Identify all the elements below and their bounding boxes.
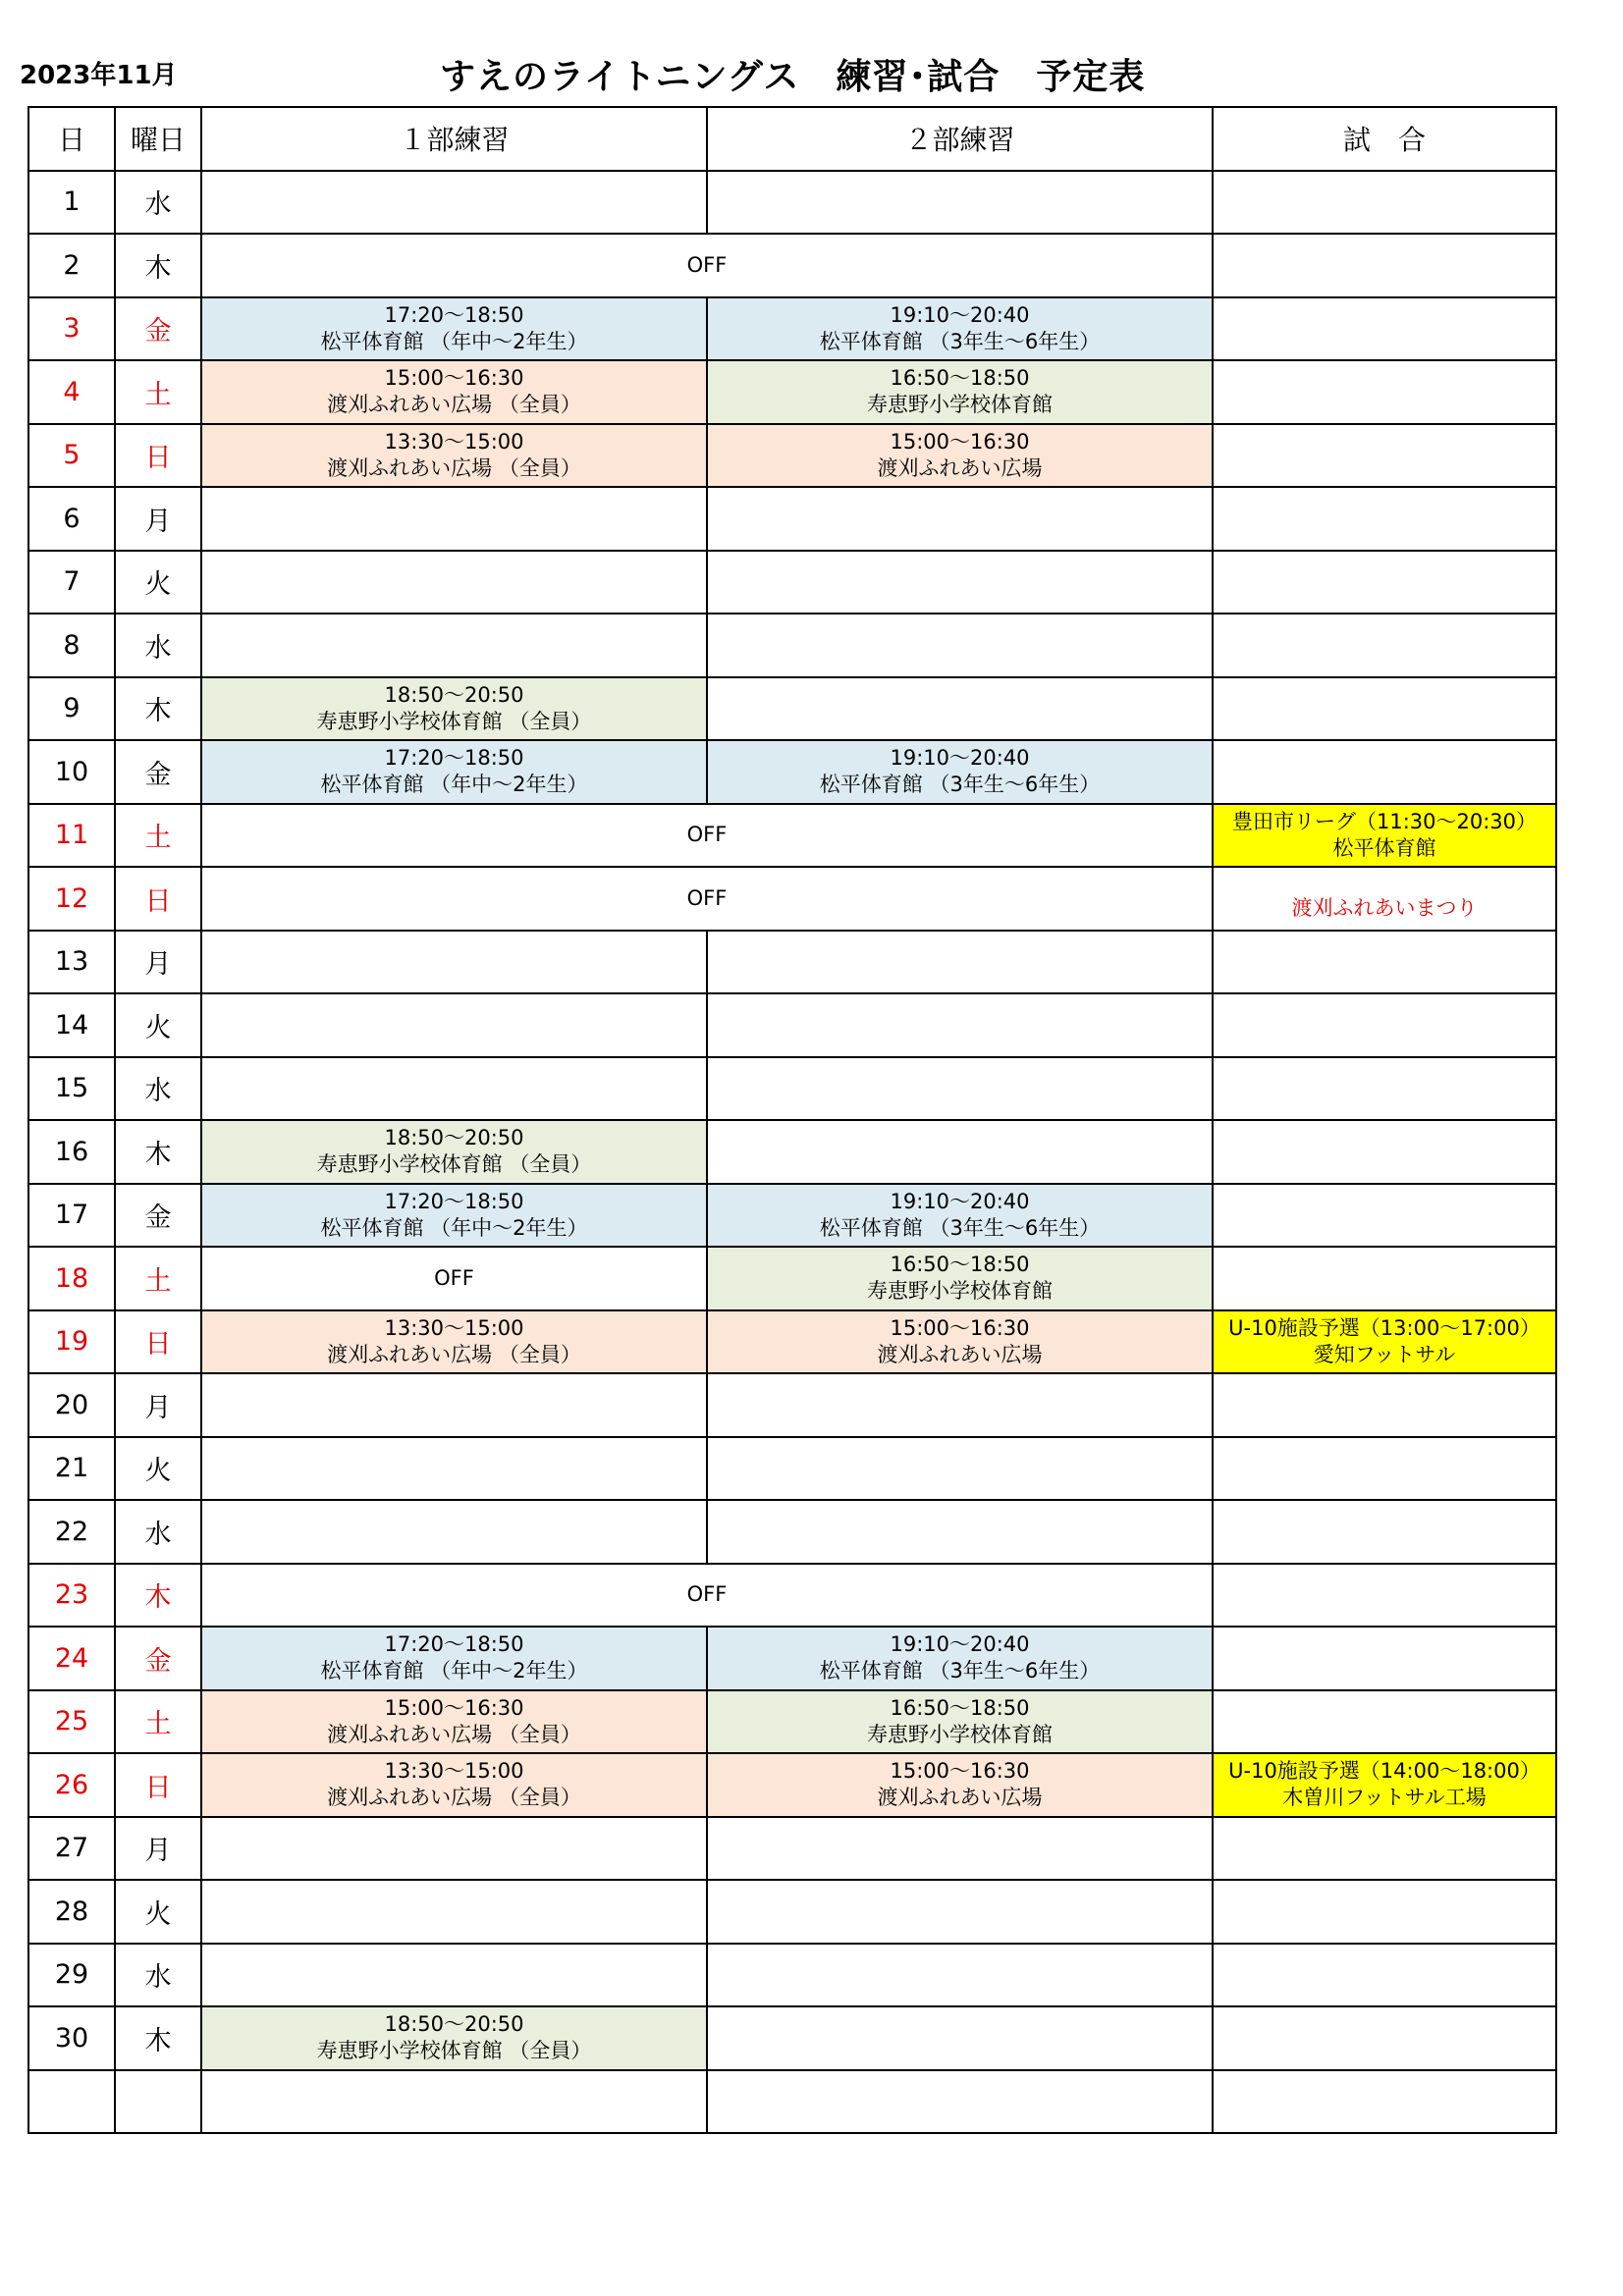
day-number: 28 <box>28 1880 115 1944</box>
game-cell <box>1213 614 1556 677</box>
practice-1-cell <box>201 1627 707 1690</box>
practice-venue: 松平体育館 （年中～2年生） <box>320 773 588 797</box>
game-cell <box>1213 234 1556 297</box>
game-cell <box>1213 1944 1556 2007</box>
practice-2-cell <box>707 1944 1213 2007</box>
table-header-row <box>28 107 1556 171</box>
day-number: 5 <box>28 424 115 488</box>
table-row <box>28 360 1556 424</box>
table-row <box>28 1627 1556 1690</box>
practice-venue: 松平体育館 （年中～2年生） <box>320 1215 588 1240</box>
practice-time: 18:50～20:50 <box>384 2012 524 2037</box>
practice-1-cell <box>201 614 707 677</box>
game-cell <box>1213 424 1556 488</box>
practice-1-cell <box>201 1247 707 1310</box>
table-row <box>28 487 1556 551</box>
weekday: 火 <box>115 1880 201 1944</box>
game-cell <box>1213 1247 1556 1310</box>
table-row <box>28 740 1556 804</box>
practice-time: 17:20～18:50 <box>384 302 524 327</box>
practice-1-cell <box>201 1500 707 1564</box>
day-number: 20 <box>28 1373 115 1437</box>
practice-1-cell <box>201 360 707 424</box>
day-number: 17 <box>28 1184 115 1248</box>
game-cell <box>1213 993 1556 1057</box>
practice-venue: 松平体育館 （3年生～6年生） <box>819 773 1101 797</box>
weekday: 火 <box>115 551 201 614</box>
practice-1-cell <box>201 424 707 488</box>
practice-venue: 寿恵野小学校体育館 <box>867 393 1053 417</box>
table-row <box>28 804 1556 868</box>
practice-2-cell <box>707 993 1213 1057</box>
practice-2-cell <box>707 1753 1213 1817</box>
table-row <box>28 1690 1556 1754</box>
game-cell <box>1213 487 1556 551</box>
day-number: 11 <box>28 804 115 868</box>
weekday: 日 <box>115 1310 201 1374</box>
practice-venue: 渡刈ふれあい広場 （全員） <box>327 455 581 480</box>
header-day: 日 <box>28 107 115 171</box>
practice-1-cell <box>201 297 707 361</box>
event-name: 渡刈ふれあいまつり <box>1291 895 1478 920</box>
off-cell: OFF <box>201 867 1213 931</box>
weekday <box>115 2070 201 2134</box>
practice-2-cell <box>707 1057 1213 1121</box>
practice-venue: 渡刈ふれあい広場 （全員） <box>327 1342 581 1366</box>
practice-time: 19:10～20:40 <box>890 1632 1030 1657</box>
practice-1-cell <box>201 171 707 235</box>
practice-2-cell <box>707 677 1213 741</box>
practice-time: 15:00～16:30 <box>890 429 1030 454</box>
table-row <box>28 1310 1556 1374</box>
table-row <box>28 1437 1556 1501</box>
game-venue: 愛知フットサル <box>1313 1342 1456 1366</box>
practice-1-cell <box>201 677 707 741</box>
day-number: 15 <box>28 1057 115 1121</box>
table-row <box>28 297 1556 361</box>
game-cell <box>1213 297 1556 361</box>
practice-2-cell <box>707 297 1213 361</box>
practice-time: 19:10～20:40 <box>890 746 1030 771</box>
game-cell <box>1213 1057 1556 1121</box>
table-row <box>28 1880 1556 1944</box>
practice-time: OFF <box>434 1265 474 1290</box>
table-row <box>28 1944 1556 2007</box>
game-venue: 松平体育館 <box>1332 835 1436 860</box>
practice-2-cell <box>707 424 1213 488</box>
game-cell <box>1213 804 1556 868</box>
day-number: 12 <box>28 867 115 931</box>
day-number: 22 <box>28 1500 115 1564</box>
game-cell <box>1213 1564 1556 1628</box>
practice-1-cell <box>201 931 707 994</box>
day-number: 19 <box>28 1310 115 1374</box>
practice-venue: 渡刈ふれあい広場 （全員） <box>327 1722 581 1746</box>
practice-time: 13:30～15:00 <box>384 1315 524 1340</box>
weekday: 土 <box>115 1247 201 1310</box>
practice-venue: 寿恵野小学校体育館 <box>867 1722 1053 1746</box>
practice-2-cell <box>707 1880 1213 1944</box>
game-cell <box>1213 1627 1556 1690</box>
day-number: 23 <box>28 1564 115 1628</box>
weekday: 金 <box>115 297 201 361</box>
weekday: 土 <box>115 360 201 424</box>
game-cell <box>1213 1500 1556 1564</box>
practice-2-cell <box>707 1817 1213 1881</box>
weekday: 月 <box>115 931 201 994</box>
game-cell <box>1213 1690 1556 1754</box>
practice-2-cell <box>707 614 1213 677</box>
game-cell <box>1213 1120 1556 1184</box>
practice-venue: 渡刈ふれあい広場 <box>877 455 1043 480</box>
practice-1-cell <box>201 1880 707 1944</box>
practice-venue: 渡刈ふれあい広場 <box>877 1342 1043 1366</box>
practice-time: 18:50～20:50 <box>384 1126 524 1150</box>
practice-1-cell <box>201 1753 707 1817</box>
weekday: 木 <box>115 1120 201 1184</box>
table-row <box>28 1753 1556 1817</box>
game-cell <box>1213 171 1556 235</box>
weekday: 水 <box>115 171 201 235</box>
practice-venue: 松平体育館 （3年生～6年生） <box>819 1659 1101 1683</box>
practice-2-cell <box>707 1184 1213 1248</box>
table-row <box>28 993 1556 1057</box>
practice-1-cell <box>201 740 707 804</box>
game-cell <box>1213 677 1556 741</box>
table-row <box>28 171 1556 235</box>
practice-2-cell <box>707 1120 1213 1184</box>
table-row <box>28 1500 1556 1564</box>
practice-2-cell <box>707 931 1213 994</box>
weekday: 木 <box>115 234 201 297</box>
practice-time: 15:00～16:30 <box>384 366 524 391</box>
schedule-month: 2023年11月 <box>20 61 178 90</box>
day-number: 14 <box>28 993 115 1057</box>
game-venue: 木曽川フットサル工場 <box>1282 1786 1487 1810</box>
practice-venue: 寿恵野小学校体育館 （全員） <box>316 709 592 733</box>
off-cell: OFF <box>201 234 1213 297</box>
practice-2-cell <box>707 487 1213 551</box>
day-number: 21 <box>28 1437 115 1501</box>
practice-2-cell <box>707 2070 1213 2134</box>
table-row <box>28 867 1556 931</box>
practice-2-cell <box>707 1437 1213 1501</box>
table-row <box>28 1057 1556 1121</box>
table-row <box>28 551 1556 614</box>
game-cell <box>1213 1310 1556 1374</box>
practice-2-cell <box>707 1310 1213 1374</box>
practice-2-cell <box>707 2006 1213 2070</box>
day-number: 27 <box>28 1817 115 1881</box>
practice-2-cell <box>707 1247 1213 1310</box>
practice-1-cell <box>201 1817 707 1881</box>
weekday: 土 <box>115 804 201 868</box>
game-cell <box>1213 1880 1556 1944</box>
practice-venue: 寿恵野小学校体育館 （全員） <box>316 2039 592 2063</box>
practice-time: 17:20～18:50 <box>384 1632 524 1657</box>
practice-time: 19:10～20:40 <box>890 1189 1030 1213</box>
weekday: 日 <box>115 1753 201 1817</box>
practice-venue: 渡刈ふれあい広場 （全員） <box>327 393 581 417</box>
weekday: 木 <box>115 677 201 741</box>
day-number: 4 <box>28 360 115 424</box>
practice-time: 13:30～15:00 <box>384 1759 524 1784</box>
off-cell: OFF <box>201 804 1213 868</box>
game-cell <box>1213 2006 1556 2070</box>
schedule-body <box>28 171 1556 2134</box>
practice-1-cell <box>201 1184 707 1248</box>
day-number: 30 <box>28 2006 115 2070</box>
off-cell: OFF <box>201 1564 1213 1628</box>
game-cell <box>1213 931 1556 994</box>
practice-1-cell <box>201 1944 707 2007</box>
game-cell <box>1213 551 1556 614</box>
weekday: 水 <box>115 1057 201 1121</box>
practice-1-cell <box>201 1373 707 1437</box>
day-number: 1 <box>28 171 115 235</box>
practice-venue: 松平体育館 （年中～2年生） <box>320 329 588 353</box>
practice-time: 16:50～18:50 <box>890 1695 1030 1720</box>
practice-time: 16:50～18:50 <box>890 366 1030 391</box>
weekday: 水 <box>115 1500 201 1564</box>
table-row <box>28 614 1556 677</box>
practice-time: 17:20～18:50 <box>384 746 524 771</box>
practice-venue: 渡刈ふれあい広場 （全員） <box>327 1786 581 1810</box>
practice-2-cell <box>707 1627 1213 1690</box>
weekday: 土 <box>115 1690 201 1754</box>
practice-1-cell <box>201 487 707 551</box>
table-row <box>28 234 1556 297</box>
table-row <box>28 677 1556 741</box>
weekday: 日 <box>115 424 201 488</box>
day-number: 7 <box>28 551 115 614</box>
weekday: 水 <box>115 614 201 677</box>
practice-2-cell <box>707 171 1213 235</box>
game-name: U-10施設予選（14:00～18:00） <box>1228 1759 1541 1784</box>
day-number: 18 <box>28 1247 115 1310</box>
practice-1-cell <box>201 2070 707 2134</box>
table-row <box>28 1184 1556 1248</box>
practice-time: 19:10～20:40 <box>890 302 1030 327</box>
game-cell <box>1213 2070 1556 2134</box>
schedule-table <box>27 106 1557 2134</box>
practice-2-cell <box>707 551 1213 614</box>
weekday: 月 <box>115 1373 201 1437</box>
weekday: 木 <box>115 2006 201 2070</box>
day-number: 13 <box>28 931 115 994</box>
page-title: すえのライトニングス 練習･試合 予定表 <box>440 57 1146 97</box>
day-number: 3 <box>28 297 115 361</box>
practice-1-cell <box>201 1120 707 1184</box>
practice-time: 16:50～18:50 <box>890 1253 1030 1277</box>
table-row <box>28 1817 1556 1881</box>
table-row <box>28 1120 1556 1184</box>
day-number: 10 <box>28 740 115 804</box>
header-practice-1: １部練習 <box>201 107 707 171</box>
practice-time: 13:30～15:00 <box>384 429 524 454</box>
table-row <box>28 2006 1556 2070</box>
game-cell <box>1213 740 1556 804</box>
practice-2-cell <box>707 1500 1213 1564</box>
weekday: 金 <box>115 1627 201 1690</box>
weekday: 木 <box>115 1564 201 1628</box>
day-number: 25 <box>28 1690 115 1754</box>
header-weekday: 曜日 <box>115 107 201 171</box>
table-row <box>28 2070 1556 2134</box>
game-cell <box>1213 867 1556 931</box>
day-number: 26 <box>28 1753 115 1817</box>
day-number: 2 <box>28 234 115 297</box>
practice-time: 15:00～16:30 <box>890 1759 1030 1784</box>
practice-2-cell <box>707 1373 1213 1437</box>
weekday: 火 <box>115 993 201 1057</box>
game-cell <box>1213 1184 1556 1248</box>
practice-1-cell <box>201 551 707 614</box>
day-number: 16 <box>28 1120 115 1184</box>
day-number <box>28 2070 115 2134</box>
weekday: 月 <box>115 1817 201 1881</box>
practice-venue: 寿恵野小学校体育館 （全員） <box>316 1152 592 1177</box>
day-number: 29 <box>28 1944 115 2007</box>
game-name: U-10施設予選（13:00～17:00） <box>1228 1315 1541 1340</box>
practice-1-cell <box>201 993 707 1057</box>
header-practice-2: ２部練習 <box>707 107 1213 171</box>
table-row <box>28 1564 1556 1628</box>
table-row <box>28 1373 1556 1437</box>
game-cell <box>1213 1753 1556 1817</box>
practice-venue: 渡刈ふれあい広場 <box>877 1786 1043 1810</box>
practice-venue: 松平体育館 （年中～2年生） <box>320 1659 588 1683</box>
practice-1-cell <box>201 1057 707 1121</box>
practice-2-cell <box>707 740 1213 804</box>
practice-time: 15:00～16:30 <box>384 1695 524 1720</box>
practice-1-cell <box>201 1690 707 1754</box>
weekday: 金 <box>115 1184 201 1248</box>
day-number: 24 <box>28 1627 115 1690</box>
practice-1-cell <box>201 1310 707 1374</box>
weekday: 月 <box>115 487 201 551</box>
practice-venue: 松平体育館 （3年生～6年生） <box>819 1215 1101 1240</box>
header-game: 試 合 <box>1213 107 1556 171</box>
game-cell <box>1213 360 1556 424</box>
practice-time: 15:00～16:30 <box>890 1315 1030 1340</box>
table-row <box>28 931 1556 994</box>
weekday: 金 <box>115 740 201 804</box>
practice-2-cell <box>707 360 1213 424</box>
day-number: 6 <box>28 487 115 551</box>
day-number: 8 <box>28 614 115 677</box>
practice-venue: 松平体育館 （3年生～6年生） <box>819 329 1101 353</box>
practice-venue: 寿恵野小学校体育館 <box>867 1279 1053 1304</box>
practice-time: 18:50～20:50 <box>384 682 524 707</box>
table-row <box>28 1247 1556 1310</box>
weekday: 水 <box>115 1944 201 2007</box>
practice-1-cell <box>201 1437 707 1501</box>
practice-time: 17:20～18:50 <box>384 1189 524 1213</box>
practice-2-cell <box>707 1690 1213 1754</box>
game-name: 豊田市リーグ（11:30～20:30） <box>1231 809 1538 833</box>
game-cell <box>1213 1373 1556 1437</box>
weekday: 日 <box>115 867 201 931</box>
practice-1-cell <box>201 2006 707 2070</box>
table-row <box>28 424 1556 488</box>
game-cell <box>1213 1817 1556 1881</box>
weekday: 火 <box>115 1437 201 1501</box>
day-number: 9 <box>28 677 115 741</box>
game-cell <box>1213 1437 1556 1501</box>
